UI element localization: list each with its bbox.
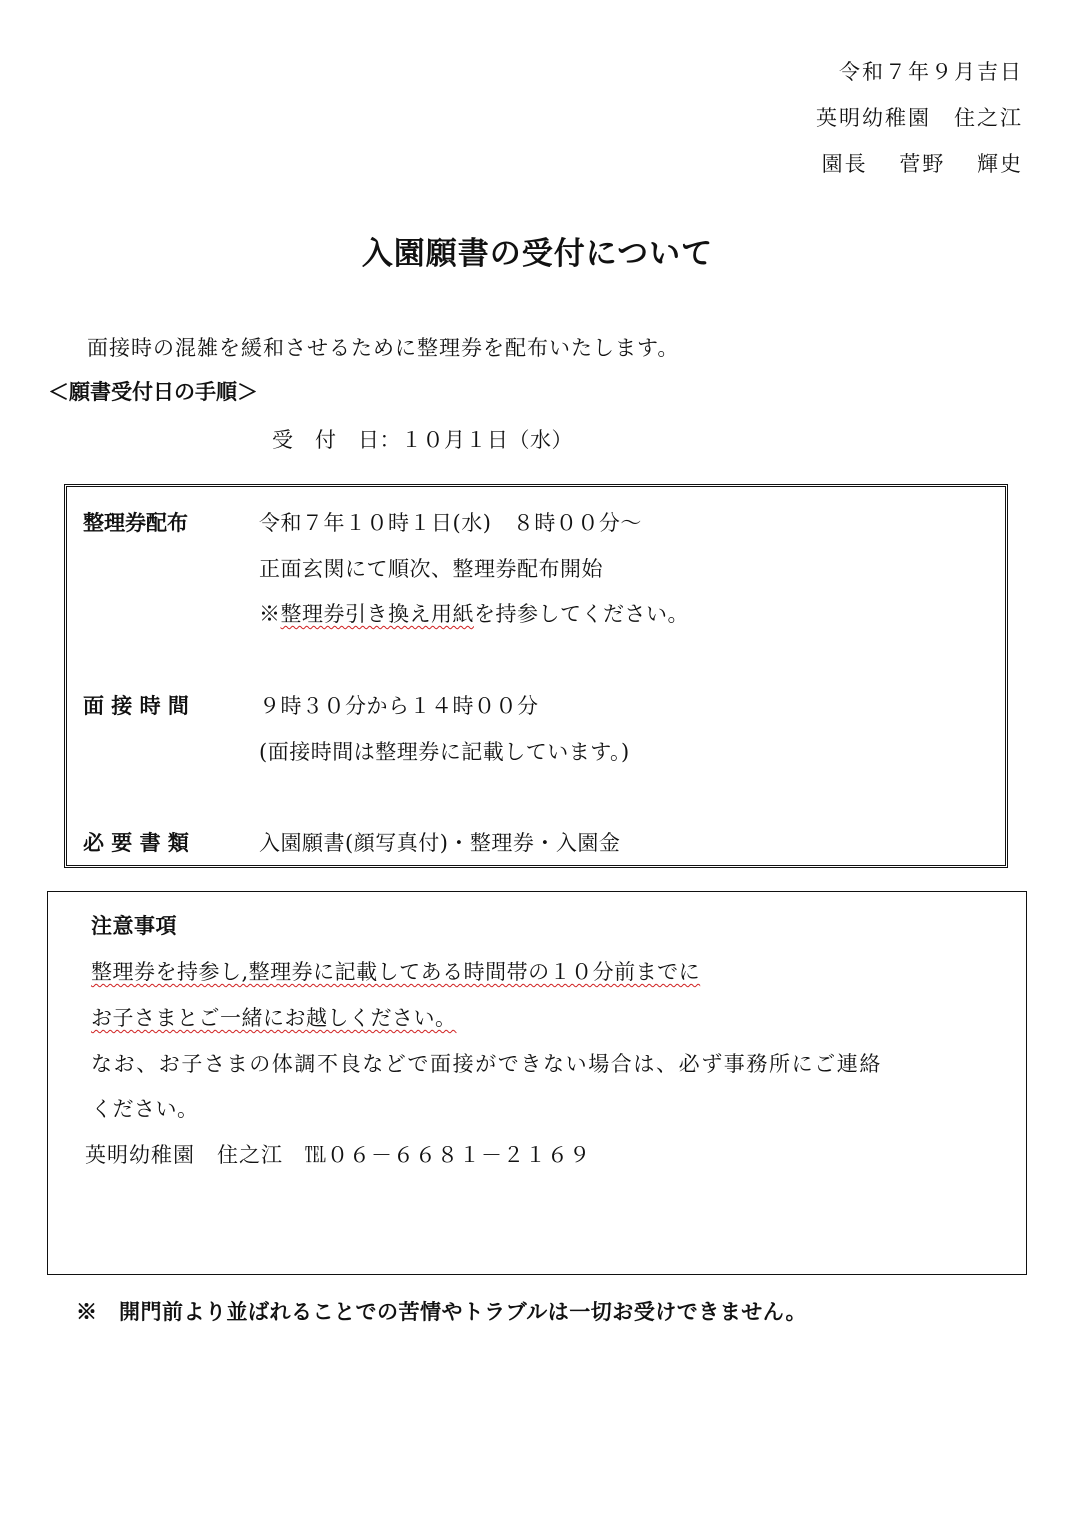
notes-heading: 注意事項 bbox=[91, 913, 177, 938]
notes-line-4: ください。 bbox=[91, 1097, 199, 1121]
distribution-label: 整理券配布 bbox=[83, 510, 188, 535]
reception-day: 受 付 日：１０月１日（水） bbox=[272, 428, 573, 452]
notes-line-1: 整理券を持参し,整理券に記載してある時間帯の１０分前までに bbox=[91, 960, 701, 984]
school-name: 英明幼稚園 住之江 bbox=[816, 106, 1023, 130]
distribution-location: 正面玄関にて順次、整理券配布開始 bbox=[259, 557, 603, 581]
footer-notice: ※ 開門前より並ばれることでの苦情やトラブルは一切お受けできません。 bbox=[76, 1299, 807, 1324]
notes-line-3: なお、お子さまの体調不良などで面接ができない場合は、必ず事務所にご連絡 bbox=[91, 1052, 882, 1076]
contact-info: 英明幼稚園 住之江 ℡０６－６６８１－２１６９ bbox=[85, 1143, 591, 1167]
procedure-heading: ＜願書受付日の手順＞ bbox=[48, 379, 258, 404]
intro-text: 面接時の混雑を緩和させるために整理券を配布いたします。 bbox=[87, 336, 680, 360]
document-date: 令和７年９月吉日 bbox=[839, 60, 1023, 84]
schedule-box bbox=[64, 484, 1008, 868]
distribution-instruction bbox=[259, 598, 689, 628]
documents-value: 入園願書(顔写真付)・整理券・入園金 bbox=[259, 831, 621, 855]
interview-time: ９時３０分から１４時００分 bbox=[259, 694, 539, 718]
documents-label: 必 要 書 類 bbox=[83, 830, 189, 855]
page-title: 入園願書の受付について bbox=[361, 236, 714, 272]
principal-name: 園長 菅野 輝史 bbox=[821, 152, 1023, 176]
notes-line-2: お子さまとご一緒にお越しください。 bbox=[91, 1006, 457, 1030]
instruction-prefix: ※ bbox=[259, 602, 281, 626]
exchange-form-name: 整理券引き換え用紙 bbox=[280, 602, 474, 626]
interview-note: (面接時間は整理券に記載しています。) bbox=[259, 740, 630, 764]
interview-label: 面 接 時 間 bbox=[83, 693, 189, 718]
distribution-datetime: 令和７年１０時１日(水) ８時００分～ bbox=[259, 511, 642, 535]
instruction-suffix: を持参してください。 bbox=[474, 602, 689, 626]
notes-box bbox=[47, 891, 1027, 1275]
